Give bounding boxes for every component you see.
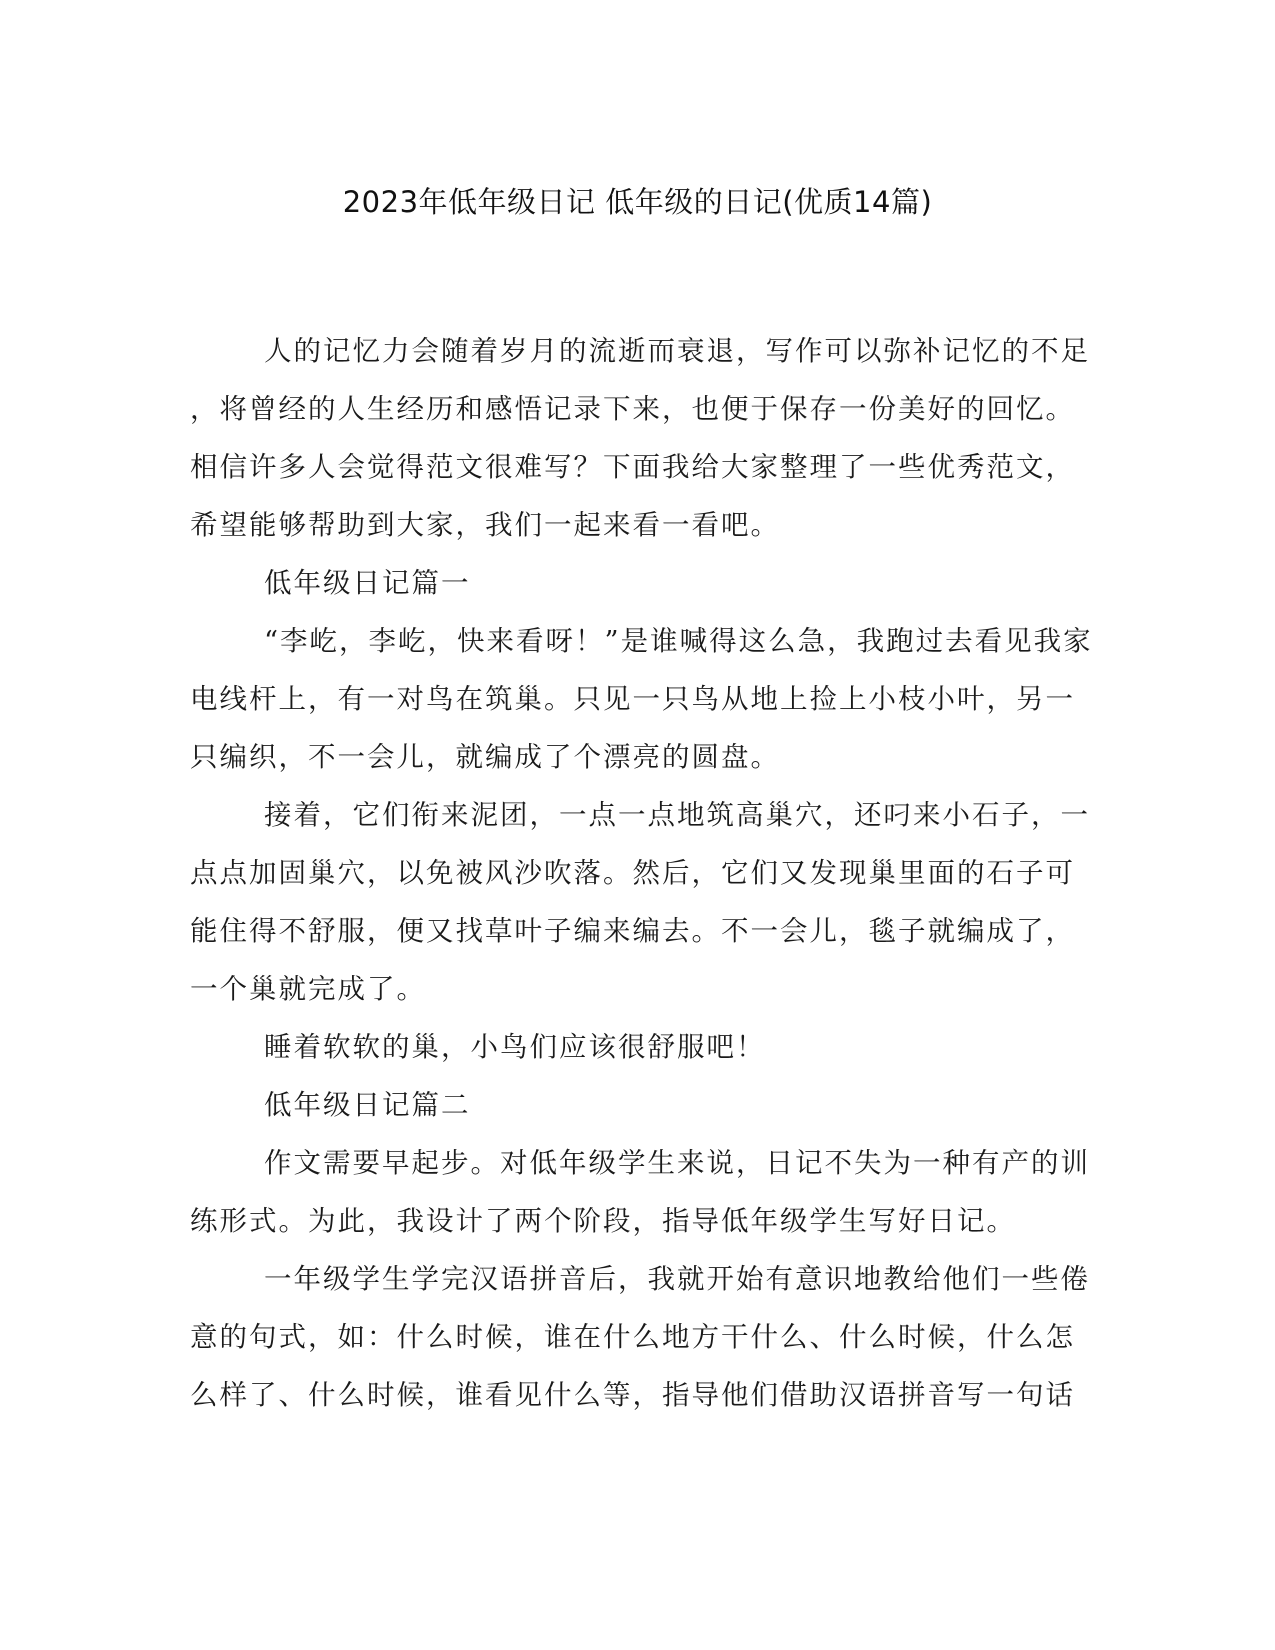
text-line: 只编织，不一会儿，就编成了个漂亮的圆盘。 xyxy=(190,741,780,773)
text-line: 电线杆上，有一对鸟在筑巢。只见一只鸟从地上捡上小枝小叶，另一 xyxy=(190,683,1075,715)
text-line: 作文需要早起步。对低年级学生来说，日记不失为一种有产的训 xyxy=(264,1147,1090,1179)
paragraph xyxy=(190,1250,1090,1424)
text-line: 相信许多人会觉得范文很难写？下面我给大家整理了一些优秀范文， xyxy=(190,451,1075,483)
text-line: 么样了、什么时候，谁看见什么等，指导他们借助汉语拼音写一句话 xyxy=(190,1379,1075,1411)
text-line: 一年级学生学完汉语拼音后，我就开始有意识地教给他们一些倦 xyxy=(264,1263,1090,1295)
paragraph xyxy=(190,322,1090,554)
document-body xyxy=(190,322,1093,1424)
paragraph xyxy=(190,612,1093,786)
text-line: 能住得不舒服，便又找草叶子编来编去。不一会儿，毯子就编成了， xyxy=(190,915,1075,947)
section-heading xyxy=(190,1076,1080,1134)
text-line: 意的句式，如：什么时候，谁在什么地方干什么、什么时候，什么怎 xyxy=(190,1321,1075,1353)
paragraph xyxy=(190,786,1090,1018)
text-line: 点点加固巢穴，以免被风沙吹落。然后，它们又发现巢里面的石子可 xyxy=(190,857,1075,889)
section-heading xyxy=(190,554,1080,612)
text-line: 一个巢就完成了。 xyxy=(190,973,426,1005)
text-line: 希望能够帮助到大家，我们一起来看一看吧。 xyxy=(190,509,780,541)
text-line: 接着，它们衔来泥团，一点一点地筑高巢穴，还叼来小石子，一 xyxy=(264,799,1090,831)
paragraph xyxy=(190,1018,1080,1076)
text-line: 人的记忆力会随着岁月的流逝而衰退，写作可以弥补记忆的不足 xyxy=(264,335,1090,367)
text-line: “李屹，李屹，快来看呀！”是谁喊得这么急，我跑过去看见我家 xyxy=(264,625,1093,657)
paragraph xyxy=(190,1134,1090,1250)
section-heading-text: 低年级日记篇二 xyxy=(264,1089,471,1121)
text-line: 练形式。为此，我设计了两个阶段，指导低年级学生写好日记。 xyxy=(190,1205,1016,1237)
document-title: 2023年低年级日记 低年级的日记(优质14篇) xyxy=(342,185,933,219)
text-line: ，将曾经的人生经历和感悟记录下来，也便于保存一份美好的回忆。 xyxy=(190,393,1075,425)
section-heading-text: 低年级日记篇一 xyxy=(264,567,471,599)
text-line: 睡着软软的巢，小鸟们应该很舒服吧！ xyxy=(264,1031,766,1063)
